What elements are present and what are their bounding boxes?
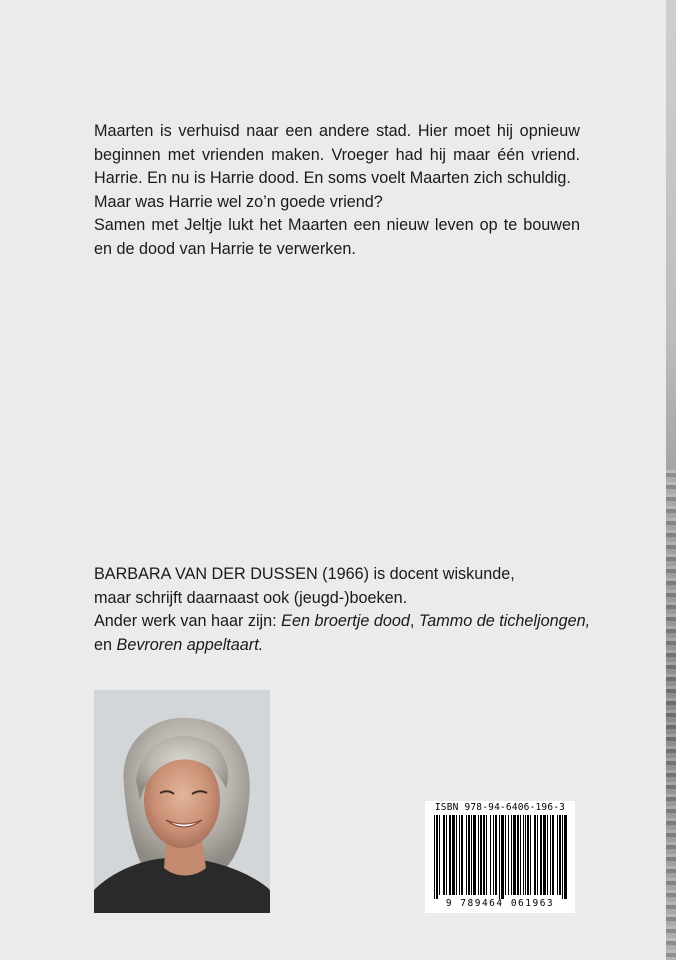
author-photo bbox=[94, 690, 270, 913]
isbn-label: ISBN 978-94-6406-196-3 bbox=[434, 802, 566, 813]
barcode-bar bbox=[550, 815, 551, 895]
barcode-bar bbox=[483, 815, 485, 895]
work-title-1: Een broertje dood bbox=[281, 612, 410, 630]
barcode-bar bbox=[511, 815, 512, 895]
barcode-bar bbox=[505, 815, 506, 895]
isbn-barcode bbox=[425, 801, 575, 913]
barcode-bar bbox=[552, 815, 554, 895]
barcode-bar bbox=[564, 815, 567, 899]
author-bio bbox=[94, 563, 594, 657]
barcode-bar bbox=[446, 815, 447, 895]
barcode-bar bbox=[452, 815, 455, 895]
barcode-bar bbox=[490, 815, 491, 895]
barcode-bar bbox=[449, 815, 451, 895]
work-title-2: Tammo de ticheljongen, bbox=[418, 612, 591, 630]
book-spine-edge bbox=[666, 0, 676, 960]
barcode-bar bbox=[543, 815, 546, 895]
barcode-bar bbox=[540, 815, 542, 895]
barcode-bar bbox=[471, 815, 472, 895]
barcode-bar bbox=[547, 815, 548, 895]
barcode-bar bbox=[468, 815, 470, 895]
bio-line-2: maar schrijft daarnaast ook (jeugd-)boeken. bbox=[94, 588, 408, 607]
barcode-number: 9 789464 061963 bbox=[445, 898, 555, 909]
barcode-bar bbox=[480, 815, 482, 895]
barcode-bar bbox=[508, 815, 509, 895]
barcode-bar bbox=[478, 815, 479, 895]
barcode-bar bbox=[520, 815, 521, 895]
barcode-bar bbox=[439, 815, 440, 895]
barcode-bar bbox=[459, 815, 460, 895]
author-portrait-image bbox=[94, 690, 270, 913]
barcode-bar bbox=[523, 815, 524, 895]
barcode-bar bbox=[456, 815, 457, 895]
barcode-bar bbox=[443, 815, 445, 895]
barcode-bar bbox=[557, 815, 558, 895]
bio-line-3 bbox=[94, 610, 594, 657]
barcode-bar bbox=[562, 815, 563, 899]
bio-sep-1: , bbox=[409, 612, 419, 630]
blurb-paragraph-1: Maarten is verhuisd naar een andere stad. Hier moet hij opnieuw beginnen met vrienden maken. Vroeger had hij maar één vriend. Harrie. En nu is Harrie dood. En soms voelt Maarten zich schuldig. bbox=[94, 122, 580, 187]
barcode-bar bbox=[534, 815, 536, 895]
work-title-3: Bevroren appeltaart. bbox=[116, 635, 264, 654]
barcode-bar bbox=[436, 815, 438, 899]
barcode-bar bbox=[486, 815, 487, 895]
bio-sep-2: en bbox=[94, 635, 117, 654]
barcode-bar bbox=[537, 815, 538, 895]
barcode-bars bbox=[425, 815, 575, 899]
barcode-bar bbox=[461, 815, 463, 895]
blurb-paragraph-2: Maar was Harrie wel zo’n goede vriend? bbox=[94, 192, 383, 211]
barcode-bar bbox=[473, 815, 476, 895]
barcode-bar bbox=[525, 815, 526, 895]
bio-line-1: BARBARA VAN DER DUSSEN (1966) is docent wiskunde, bbox=[94, 565, 515, 583]
barcode-bar bbox=[559, 815, 561, 895]
bio-works-prefix: Ander werk van haar zijn: bbox=[94, 612, 282, 630]
barcode-bar bbox=[513, 815, 516, 895]
blurb-paragraph-3: Samen met Jeltje lukt het Maarten een nieuw leven op te bouwen en de dood van Harrie te verwerken. bbox=[94, 216, 580, 258]
barcode-bar bbox=[434, 815, 435, 899]
barcode-bar bbox=[499, 815, 500, 899]
barcode-bar bbox=[527, 815, 529, 895]
barcode-bar bbox=[501, 815, 504, 899]
barcode-bar bbox=[495, 815, 497, 895]
barcode-bar bbox=[517, 815, 519, 895]
blurb-text bbox=[94, 120, 580, 261]
barcode-bar bbox=[530, 815, 531, 895]
barcode-bar bbox=[466, 815, 467, 895]
barcode-bar bbox=[493, 815, 494, 895]
